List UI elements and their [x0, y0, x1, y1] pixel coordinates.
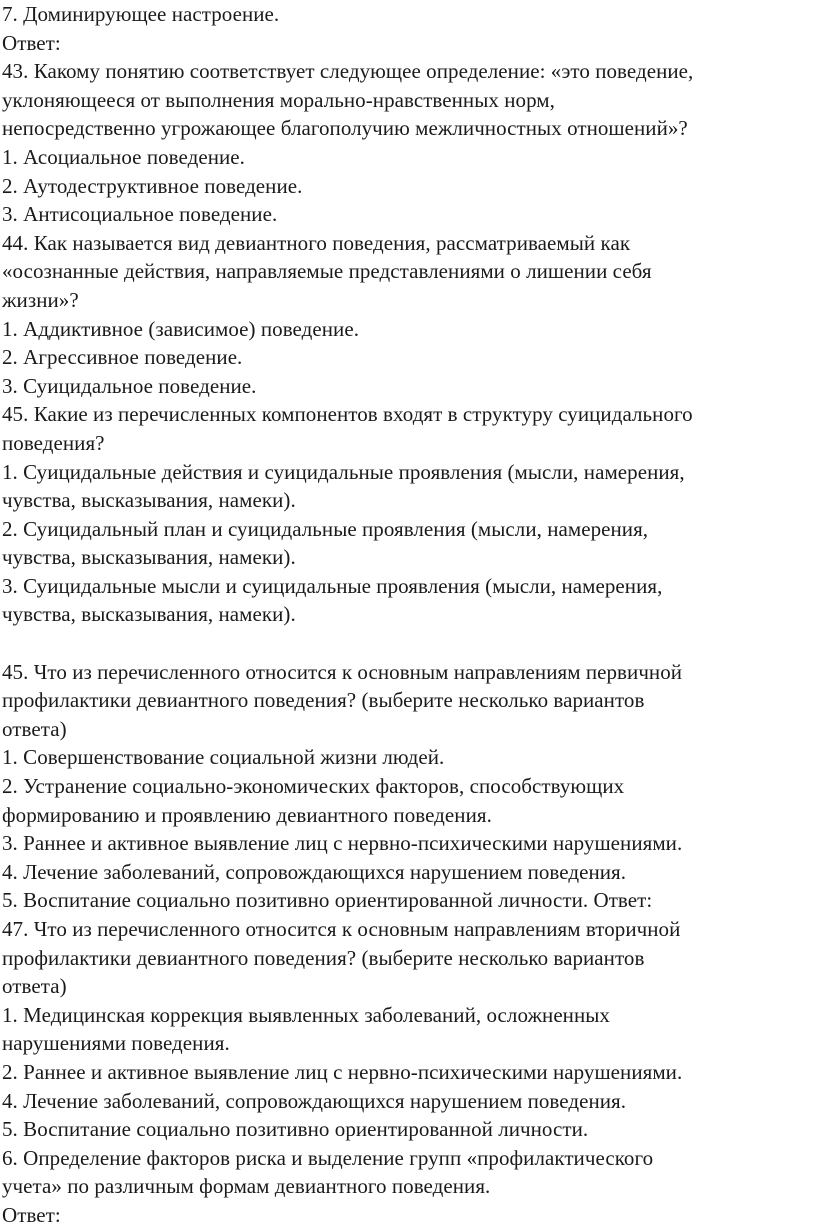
text-line: 5. Воспитание социально позитивно ориентированной личности.	[2, 1117, 589, 1142]
text-line: профилактики девиантного поведения? (выберите несколько вариантов	[2, 945, 645, 970]
text-line: 2. Аутодеструктивное поведение.	[2, 173, 303, 198]
text-line: 45. Какие из перечисленных компонентов входят в структуру суицидального	[2, 402, 693, 427]
text-line: поведения?	[2, 430, 105, 455]
text-line: чувства, высказывания, намеки).	[2, 602, 296, 627]
text-line: непосредственно угрожающее благополучию межличностных отношений»?	[2, 116, 688, 141]
text-line: чувства, высказывания, намеки).	[2, 545, 296, 570]
text-line: профилактики девиантного поведения? (выберите несколько вариантов	[2, 688, 645, 713]
text-line: Ответ:	[2, 30, 61, 55]
text-line: жизни»?	[2, 287, 79, 312]
text-line: ответа)	[2, 974, 67, 999]
text-line: 3. Суицидальные мысли и суицидальные проявления (мысли, намерения,	[2, 573, 663, 598]
text-line: 2. Агрессивное поведение.	[2, 345, 243, 370]
text-line: 1. Совершенствование социальной жизни людей.	[2, 745, 445, 770]
blank-line	[2, 629, 816, 658]
text-line: 3. Суицидальное поведение.	[2, 373, 257, 398]
text-line: формированию и проявлению девиантного поведения.	[2, 802, 492, 827]
text-line: 43. Какому понятию соответствует следующее определение: «это поведение,	[2, 59, 694, 84]
text-line: 44. Как называется вид девиантного поведения, рассматриваемый как	[2, 230, 631, 255]
text-line: 1. Аддиктивное (зависимое) поведение.	[2, 316, 360, 341]
text-line: 1. Медицинская коррекция выявленных заболеваний, осложненных	[2, 1002, 610, 1027]
text-line: нарушениями поведения.	[2, 1031, 230, 1056]
text-line: 2. Раннее и активное выявление лиц с нервно-психическими нарушениями.	[2, 1059, 683, 1084]
text-line: 3. Антисоциальное поведение.	[2, 202, 278, 227]
text-line: 4. Лечение заболеваний, сопровождающихся нарушением поведения.	[2, 859, 627, 884]
text-line: 2. Суицидальный план и суицидальные проявления (мысли, намерения,	[2, 516, 649, 541]
text-line: учета» по различным формам девиантного поведения.	[2, 1174, 491, 1199]
text-line: «осознанные действия, направляемые представлениями о лишении себя	[2, 259, 652, 284]
text-line: 7. Доминирующее настроение.	[2, 2, 280, 26]
text-line: уклоняющееся от выполнения морально-нравственных норм,	[2, 87, 555, 112]
text-line: 47. Что из перечисленного относится к основным направлениям вторичной	[2, 917, 681, 941]
text-line: 2. Устранение социально-экономических факторов, способствующих	[2, 774, 625, 799]
text-line: 5. Воспитание социально позитивно ориентированной личности. Ответ:	[2, 888, 653, 913]
text-line: 45. Что из перечисленного относится к основным направлениям первичной	[2, 659, 683, 684]
text-line: 1. Асоциальное поведение.	[2, 144, 245, 169]
text-line: 3. Раннее и активное выявление лиц с нервно-психическими нарушениями.	[2, 831, 683, 856]
text-line: 6. Определение факторов риска и выделение групп «профилактического	[2, 1145, 654, 1170]
text-line: 4. Лечение заболеваний, сопровождающихся нарушением поведения.	[2, 1088, 627, 1113]
text-line: 1. Суицидальные действия и суицидальные проявления (мысли, намерения,	[2, 459, 685, 484]
text-line: Ответ:	[2, 1202, 61, 1227]
text-line: ответа)	[2, 716, 67, 741]
text-line: чувства, высказывания, намеки).	[2, 488, 296, 513]
